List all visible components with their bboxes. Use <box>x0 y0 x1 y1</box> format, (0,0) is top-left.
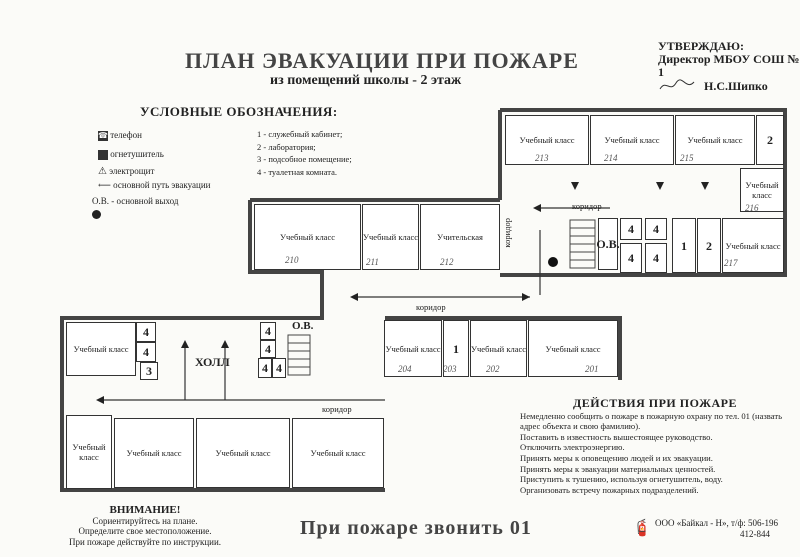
legend-phone: ☎ телефон <box>98 130 142 140</box>
room-4: 4 <box>620 243 642 273</box>
electric-panel-icon: ⚠ <box>98 166 107 178</box>
approval-name: Н.С.Шипко <box>704 78 768 93</box>
room-202: Учебный класс <box>470 320 527 377</box>
room-212: Учительская <box>420 204 500 270</box>
room-217: Учебный класс <box>722 218 784 273</box>
room-4: 4 <box>272 358 286 378</box>
phone-icon: ☎ <box>98 130 108 140</box>
room-201: Учебный класс <box>528 320 618 377</box>
legend-route: ⟵ основной путь эвакуации <box>98 180 211 190</box>
room-2: 2 <box>697 218 721 273</box>
room-number: 214 <box>604 153 618 163</box>
approval-position: Директор МБОУ СОШ № 1 <box>658 52 800 79</box>
room-number: 216 <box>745 203 759 213</box>
emergency-call: При пожаре звонить 01 <box>300 517 532 539</box>
corridor-label: коридор <box>572 201 602 211</box>
room-4: 4 <box>645 243 667 273</box>
room-number: 203 <box>443 364 457 374</box>
room-214: Учебный класс <box>590 115 674 165</box>
room-4: 4 <box>260 340 276 358</box>
approval-heading: УТВЕРЖДАЮ: <box>658 39 745 53</box>
room-4: 4 <box>258 358 272 378</box>
room-number: 201 <box>585 364 599 374</box>
page-title: ПЛАН ЭВАКУАЦИИ ПРИ ПОЖАРЕ <box>185 48 579 73</box>
page-subtitle: из помещений школы - 2 этаж <box>270 73 462 88</box>
corridor-label: коридор <box>322 404 352 414</box>
room-number: 215 <box>680 153 694 163</box>
legend-exit: О.В. - основной выход <box>92 196 179 206</box>
room-4: 4 <box>136 342 156 362</box>
room-left-top: Учебный класс <box>66 322 136 376</box>
exit-label: О.В. <box>292 320 314 332</box>
corridor-label: коридор <box>502 218 512 248</box>
room-213: Учебный класс <box>505 115 589 165</box>
fire-actions-title: ДЕЙСТВИЯ ПРИ ПОЖАРЕ <box>573 396 737 410</box>
room-203: 1 <box>443 320 469 377</box>
company-info: ООО «Байкал - Н», т/ф: 506-196 412-844 <box>655 518 779 539</box>
room-204: Учебный класс <box>384 320 442 377</box>
room-number: 202 <box>486 364 500 374</box>
corridor-label: коридор <box>416 302 446 312</box>
room-3: 3 <box>140 362 158 380</box>
room-4: 4 <box>620 218 642 240</box>
room-bottom-3: Учебный класс <box>292 418 384 488</box>
legend-title: УСЛОВНЫЕ ОБОЗНАЧЕНИЯ: <box>140 104 338 119</box>
room-4: 4 <box>260 322 276 340</box>
room-211: Учебный класс <box>362 204 419 270</box>
room-left-bottom: Учебный класс <box>66 415 112 489</box>
arrow-left-icon: ⟵ <box>98 180 111 190</box>
firefighter-icon: 🧯 <box>632 520 652 537</box>
room-number: 212 <box>440 257 454 267</box>
room-number: 210 <box>285 255 299 265</box>
attention-block: ВНИМАНИЕ! Сориентируйтесь на плане. Определите свое местоположение. При пожаре действуйте по инструкции. <box>68 504 222 547</box>
room-bottom-1: Учебный класс <box>114 418 194 488</box>
room-2: 2 <box>756 115 784 165</box>
room-number: 211 <box>366 257 379 267</box>
room-number: 217 <box>724 258 738 268</box>
room-number: 213 <box>535 153 549 163</box>
room-4: 4 <box>136 322 156 342</box>
room-215: Учебный класс <box>675 115 755 165</box>
room-number: 204 <box>398 364 412 374</box>
room-4: 4 <box>645 218 667 240</box>
legend-panel: ⚠ электрощит <box>98 166 155 178</box>
fire-actions: ДЕЙСТВИЯ ПРИ ПОЖАРЕ Немедленно сообщить о пожаре в пожарную охрану по тел. 01 (назвать адрес объекта и свою фамилию). Поставить в известность вышестоящее руководство. Отключить электроэнергию. Принять меры к оповещению людей и их эвакуации. Принять меры к эвакуации материальных ценностей. Приступить к тушению, используя огнетушитель, воду. Организовать встречу пожарных подразделений. <box>520 398 790 495</box>
legend-extinguisher: огнетушитель <box>98 149 164 160</box>
hall-label: ХОЛЛ <box>195 355 230 369</box>
exit-label: О.В. <box>598 218 618 270</box>
room-210: Учебный класс <box>254 204 361 270</box>
room-216: Учебный класс <box>740 168 784 212</box>
legend-number-list: 1 - служебный кабинет; 2 - лаборатория; 3 - подсобное помещение; 4 - туалетная комната. <box>257 129 352 177</box>
room-bottom-2: Учебный класс <box>196 418 290 488</box>
room-1: 1 <box>672 218 696 273</box>
